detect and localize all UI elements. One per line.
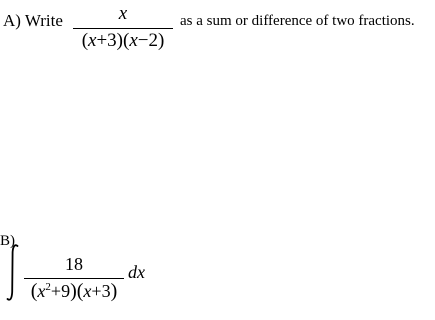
b-den-open1: ( xyxy=(30,280,38,302)
b-den-rest2: +3 xyxy=(91,281,111,301)
problem-b-label: B) xyxy=(0,233,15,249)
a-den-rest1: +3)( xyxy=(96,30,130,51)
b-den-rest1: +9 xyxy=(50,281,71,301)
b-den-close1: ) xyxy=(70,280,77,302)
problem-a-fraction xyxy=(73,3,173,53)
problem-a-label: A) Write xyxy=(3,11,63,30)
problem-a-numerator: x xyxy=(118,3,128,24)
a-den-rest2: −2) xyxy=(137,30,165,51)
a-den-var1: x xyxy=(88,30,97,51)
b-den-exponent: 2 xyxy=(45,281,51,293)
problem-b-numerator: 18 xyxy=(65,254,83,274)
b-den-open2: ( xyxy=(76,280,84,302)
b-den-close2: ) xyxy=(110,280,118,302)
problem-b-fraction-bar xyxy=(24,278,124,279)
b-den-var1: x xyxy=(37,281,46,301)
problem-b-denominator xyxy=(24,280,124,303)
problem-b-fraction xyxy=(24,254,124,310)
problem-b-differential: dx xyxy=(128,262,145,282)
a-den-var2: x xyxy=(129,30,138,51)
problem-a-fraction-bar xyxy=(73,28,173,29)
a-den-open: ( xyxy=(81,30,89,51)
integral-sign-icon xyxy=(4,242,22,304)
b-den-var2: x xyxy=(83,281,92,301)
problem-a-instruction: as a sum or difference of two fractions. xyxy=(180,13,415,29)
problem-a-denominator xyxy=(73,30,173,52)
